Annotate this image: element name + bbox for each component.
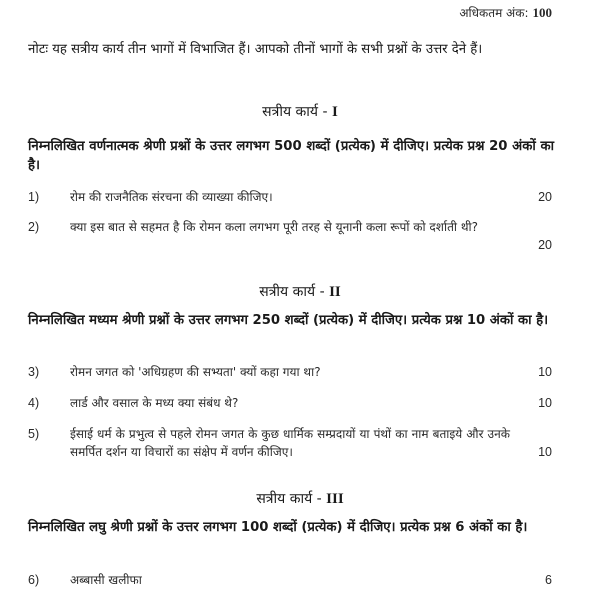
question-item — [28, 425, 552, 463]
question-text: लार्ड और वसाल के मध्य क्या संबंध थे? — [70, 396, 239, 410]
question-number: 1) — [28, 190, 40, 204]
question-marks: 10 — [538, 365, 552, 379]
question-text: रोमन जगत को 'अधिग्रहण की सभ्यता' क्यों कहा गया था? — [70, 365, 321, 379]
question-text: क्या इस बात से सहमत है कि रोमन कला लगभग पूरी तरह से यूनानी कला रूपों को दर्शाती थी? — [70, 220, 478, 234]
question-text: अब्बासी खलीफा — [70, 573, 142, 587]
question-text: रोम की राजनैतिक संरचना की व्याख्या कीजिए। — [70, 190, 273, 204]
section-title-label: सत्रीय कार्य - — [259, 284, 325, 300]
section-1-instruction: निम्नलिखित वर्णनात्मक श्रेणी प्रश्नों के उत्तर लगभग 500 शब्दों (प्रत्येक) में दीजिए। प्रत्येक प्रश्न 20 अंकों का है। — [28, 139, 554, 173]
question-marks: 20 — [538, 238, 552, 252]
question-number: 6) — [28, 573, 40, 587]
question-item — [28, 571, 552, 591]
question-number: 5) — [28, 427, 40, 441]
section-title-numeral: III — [326, 491, 344, 507]
section-3-instruction: निम्नलिखित लघु श्रेणी प्रश्नों के उत्तर लगभग 100 शब्दों (प्रत्येक) में दीजिए। प्रत्येक प्रश्न 6 अंकों का है। — [28, 520, 528, 535]
question-item — [28, 188, 552, 208]
section-title-label: सत्रीय कार्य - — [262, 104, 328, 120]
section-title-3 — [0, 489, 600, 508]
question-number: 4) — [28, 396, 40, 410]
question-marks: 10 — [538, 445, 552, 459]
max-marks-label: अधिकतम अंक: — [459, 6, 529, 20]
note-paragraph: नोटः यह सत्रीय कार्य तीन भागों में विभाजित हैं। आपको तीनों भागों के सभी प्रश्नों के उत्तर देने हैं। — [28, 42, 483, 57]
section-title-1 — [0, 102, 600, 121]
section-title-numeral: II — [329, 284, 341, 300]
question-marks: 20 — [538, 190, 552, 204]
question-item — [28, 363, 552, 383]
question-number: 2) — [28, 220, 40, 234]
question-text: ईसाई धर्म के प्रभुत्व से पहले रोमन जगत के कुछ धार्मिक सम्प्रदायों या पंथों का नाम बताइये और उनके समर्पित दर्शन या विचारों का संक्षेप में वर्णन कीजिए। — [70, 427, 510, 459]
section-title-2 — [0, 282, 600, 301]
question-number: 3) — [28, 365, 40, 379]
max-marks — [459, 4, 552, 21]
question-marks: 6 — [545, 573, 552, 587]
question-marks: 10 — [538, 396, 552, 410]
section-title-numeral: I — [332, 104, 338, 120]
max-marks-value: 100 — [532, 5, 552, 20]
section-title-label: सत्रीय कार्य - — [256, 491, 322, 507]
question-item — [28, 218, 552, 256]
section-2-instruction: निम्नलिखित मध्यम श्रेणी प्रश्नों के उत्तर लगभग 250 शब्दों (प्रत्येक) में दीजिए। प्रत्येक प्रश्न 10 अंकों का है। — [28, 313, 549, 328]
question-item — [28, 394, 552, 414]
